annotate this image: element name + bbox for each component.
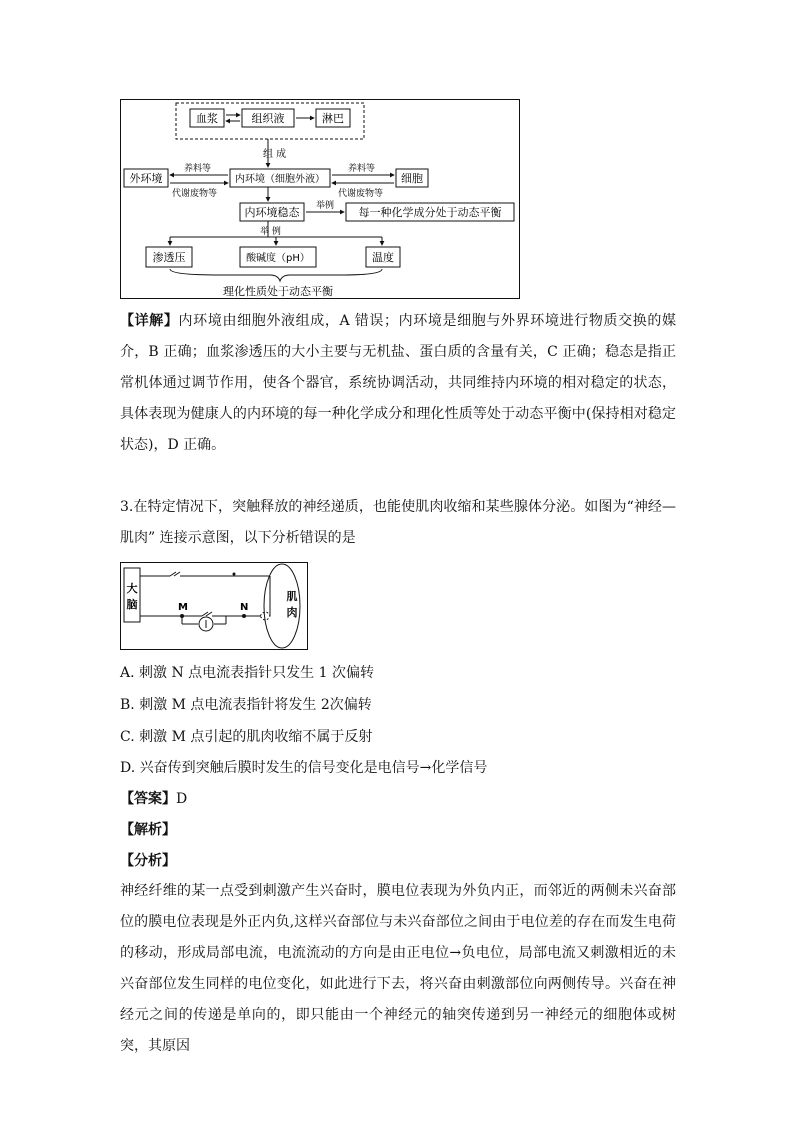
nerve-muscle-diagram xyxy=(120,562,308,650)
fenxi-label: 【分析】 xyxy=(120,853,176,869)
tissue-fluid-label: 组织液 xyxy=(251,112,285,125)
point-n-label: N xyxy=(240,602,249,613)
chem-balance-label: 每一种化学成分处于动态平衡 xyxy=(358,206,502,219)
option-d: D. 兴奋传到突触后膜时发生的信号变化是电信号→化学信号 xyxy=(120,760,488,776)
homeostasis-diagram xyxy=(120,99,520,299)
inner-env-label: 内环境（细胞外液） xyxy=(235,174,325,185)
physchem-balance-label: 理化性质处于动态平衡 xyxy=(223,285,333,298)
brain-label: 大 xyxy=(126,582,138,595)
muscle-label-2: 肉 xyxy=(286,606,298,619)
option-c: C. 刺激 M 点引起的肌肉收缩不属于反射 xyxy=(120,729,373,745)
compose-label: 组 成 xyxy=(263,149,287,160)
outer-env-label: 外环境 xyxy=(129,172,163,185)
muscle-label: 肌 xyxy=(286,590,298,603)
answer-value: D xyxy=(176,791,188,807)
lymph-label: 淋巴 xyxy=(322,112,344,125)
brain-label-2: 脑 xyxy=(126,598,138,611)
homeostasis-label: 内环境稳态 xyxy=(244,206,300,219)
temperature-label: 温度 xyxy=(372,251,394,264)
point-m-label: M xyxy=(178,602,188,613)
explanation-label: 【详解】 xyxy=(120,313,179,329)
analysis-paragraph: 神经纤维的某一点受到刺激产生兴奋时，膜电位表现为外负内正，而邻近的两侧未兴奋部位的膜电位表现是外正内负,这样兴奋部位与未兴奋部位之间由于电位差的存在而发生电荷的移动，形成局部电流，电流流动的方向是由正电位→负电位，局部电流又刺激相近的未兴奋部位发生同样的电位变化，如此进行下去，将兴奋由刺激部位向两侧传导。兴奋在神经元之间的传递是单向的，即只能由一个神经元的轴突传递到另一神经元的细胞体或树突，其原因 xyxy=(120,883,676,1054)
answer-label: 【答案】 xyxy=(120,791,176,807)
option-b: B. 刺激 M 点电流表指针将发生 2次偏转 xyxy=(120,697,372,713)
waste-left-label: 代谢废物等 xyxy=(172,189,218,199)
example1-label: 举例 xyxy=(316,201,335,211)
answer-line xyxy=(120,789,187,809)
analysis-label: 【解析】 xyxy=(120,822,176,838)
example2-label: 举 例 xyxy=(260,227,281,237)
osmotic-label: 渗透压 xyxy=(152,251,186,264)
plasma-label: 血浆 xyxy=(196,112,218,125)
nutrients-right-label: 养料等 xyxy=(348,164,376,174)
option-a: A. 刺激 N 点电流表指针只发生 1 次偏转 xyxy=(120,665,374,681)
explanation-text: 内环境由细胞外液组成，A 错误；内环境是细胞与外界环境进行物质交换的媒介，B 正确；血浆渗透压的大小主要与无机盐、蛋白质的含量有关，C 正确；稳态是指正常机体通过调节作用，使各个器官，系统协调活动，共同维持内环境的相对稳定的状态，具体表现为健康人的内环境的每一种化学成分和理化性质等处于动态平衡中(保持相对稳定状态)，D 正确。 xyxy=(120,313,677,453)
question3-stem: 3.在特定情况下，突触释放的神经递质，也能使肌肉收缩和某些腺体分泌。如图为“神经—肌肉” 连接示意图，以下分析错误的是 xyxy=(120,499,676,546)
explanation-paragraph xyxy=(120,306,676,461)
cell-label: 细胞 xyxy=(401,172,423,185)
nutrients-left-label: 养料等 xyxy=(184,164,212,174)
ph-label: 酸碱度（pH） xyxy=(246,253,310,264)
waste-right-label: 代谢废物等 xyxy=(338,189,384,199)
